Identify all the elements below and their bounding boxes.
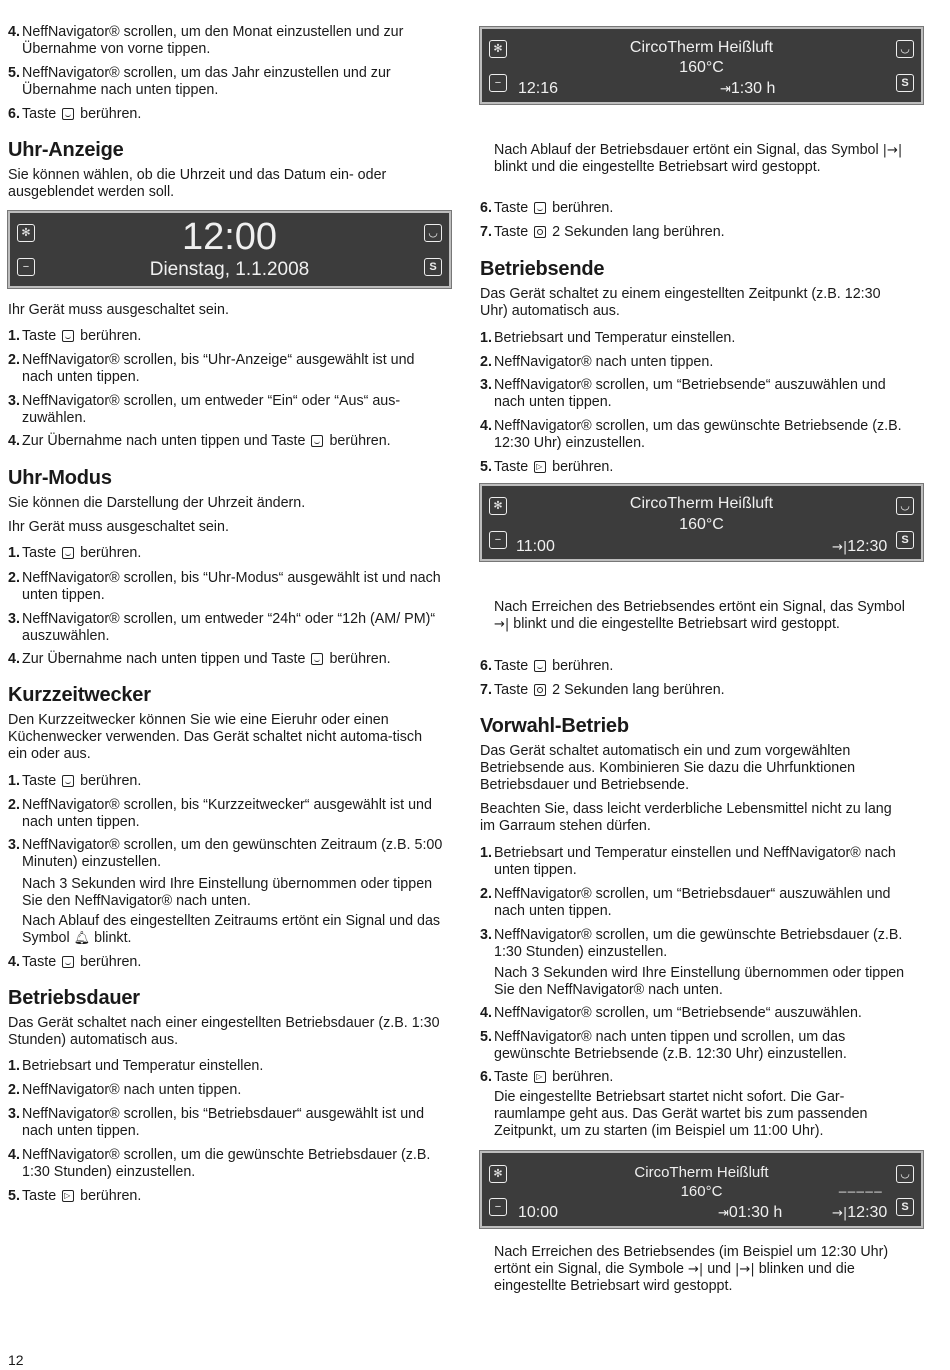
heading-betriebsdauer: Betriebsdauer <box>8 987 140 1009</box>
kz-step-3: 3. NeffNavigator® scrollen, um den gewünschten Zeitraum (z.B. 5:00 Minuten) einzustellen. <box>8 837 443 870</box>
display-mode: CircoTherm Heißluft <box>629 495 774 512</box>
oven-icon: − <box>17 258 35 276</box>
fan-icon: ✻ <box>489 1165 507 1183</box>
display-duration: ⇥01:30 h <box>718 1204 783 1221</box>
kz-extra-1: Nach 3 Sekunden wird Ihre Einstellung übernommen oder tippen Sie den NeffNavigator® nach unten. <box>22 876 433 909</box>
be-step-3: 3. NeffNavigator® scrollen, um “Betriebsende“ auszuwählen und nach unten tippen. <box>480 377 886 410</box>
step-6: 6. Taste berühren. <box>8 106 142 122</box>
end-arrow-icon: →| <box>494 617 510 632</box>
display-time: 11:00 <box>516 538 555 555</box>
uhr-modus-intro: Sie können die Darstellung der Uhrzeit ändern. <box>8 495 306 511</box>
step-5: 5. NeffNavigator® scrollen, um das Jahr einzustellen und zur Übernahme nach unten tippen. <box>8 65 391 98</box>
kz-step-4: 4. Taste berühren. <box>8 954 142 970</box>
timer-key-icon: ◡ <box>424 224 442 242</box>
final-text: Nach Erreichen des Betriebsendes (im Beispiel um 12:30 Uhr) ertönt ein Signal, die Symbole →| und |→| blinken und die eingestellte Betriebsart wird gestoppt. <box>494 1244 889 1294</box>
vorwahl-intro-1: Das Gerät schaltet automatisch ein und zum vorgewählten Betriebsende aus. Kombinieren Sie dazu die Uhrfunktionen Betriebsdauer und Betriebsende. <box>480 743 856 793</box>
ua-step-4: 4. Zur Übernahme nach unten tippen und Taste berühren. <box>8 433 391 449</box>
fan-icon: ✻ <box>489 40 507 58</box>
kurzzeitwecker-intro: Den Kurzzeitwecker können Sie wie eine Eieruhr oder einen Küchenwecker verwenden. Das Gerät schaltet nicht automa-tisch ein oder aus. <box>8 712 423 762</box>
display-time: 12:00 <box>181 216 278 258</box>
timer-key-icon <box>62 956 74 968</box>
ua-step-3: 3. NeffNavigator® scrollen, um entweder “Ein“ oder “Aus“ aus-zuwählen. <box>8 393 401 426</box>
ua-step-2: 2. NeffNavigator® scrollen, bis “Uhr-Anzeige“ ausgewählt ist und nach unten tippen. <box>8 352 415 385</box>
heading-betriebsende: Betriebsende <box>480 258 605 280</box>
display-time: 10:00 <box>518 1204 559 1221</box>
um-step-1: 1. Taste berühren. <box>8 545 142 561</box>
end-arrow-icon: →| <box>832 540 848 555</box>
page-number: 12 <box>8 1352 24 1368</box>
after-text-2: Nach Erreichen des Betriebsendes ertönt ein Signal, das Symbol →| blinkt und die eingestellte Betriebsart wird gestoppt. <box>494 599 905 632</box>
oven-icon: − <box>489 531 507 549</box>
be-step-1: 1. Betriebsart und Temperatur einstellen. <box>480 330 736 346</box>
uhr-anzeige-intro: Sie können wählen, ob die Uhrzeit und das Datum ein- oder ausgeblendet werden soll. <box>8 167 387 200</box>
timer-key-icon <box>62 775 74 787</box>
timer-key-icon: ◡ <box>896 497 914 515</box>
duration-arrow-icon: ⇥ <box>718 1206 729 1221</box>
um-step-2: 2. NeffNavigator® scrollen, bis “Uhr-Modus“ ausgewählt ist und nach unten tippen. <box>8 570 441 603</box>
duration-arrow-icon: ⇥ <box>720 82 731 97</box>
timer-key-icon <box>62 330 74 342</box>
vw-step-2: 2. NeffNavigator® scrollen, um “Betriebsdauer“ auszuwählen und nach unten tippen. <box>480 886 891 919</box>
power-key-icon <box>534 684 546 696</box>
vw-step-4: 4. NeffNavigator® scrollen, um “Betriebsende“ auszuwählen. <box>480 1005 862 1021</box>
bd-step-3: 3. NeffNavigator® scrollen, bis “Betriebsdauer“ ausgewählt ist und nach unten tippen. <box>8 1106 425 1139</box>
display-end: →|12:30 <box>832 1204 888 1221</box>
uhr-modus-note: Ihr Gerät muss ausgeschaltet sein. <box>8 519 229 535</box>
fan-icon: ✻ <box>489 497 507 515</box>
timer-key-icon <box>311 653 323 665</box>
heading-uhr-modus: Uhr-Modus <box>8 467 112 489</box>
duration-arrow-icon: |→| <box>735 1262 755 1277</box>
um-step-3: 3. NeffNavigator® scrollen, um entweder “24h“ oder “12h (AM/ PM)“ auszuwählen. <box>8 611 436 644</box>
vw-extra-3: Nach 3 Sekunden wird Ihre Einstellung übernommen oder tippen Sie den NeffNavigator® nach unten. <box>494 965 905 998</box>
display-mode: CircoTherm Heißluft <box>629 39 774 56</box>
vw-step-5: 5. NeffNavigator® nach unten tippen und scrollen, um das gewünschte Betriebsende (z.B. 12:30 Uhr) einzustellen. <box>480 1029 847 1062</box>
r-step-6a: 6. Taste berühren. <box>480 200 614 216</box>
vw-extra-6: Die eingestellte Betriebsart startet nicht sofort. Die Gar-raumlampe geht aus. Das Gerät wartet bis zum passenden Zeitpunkt, um zu starten (im Beispiel um 11:00 Uhr). <box>494 1089 868 1139</box>
display-betriebsdauer <box>480 27 923 104</box>
timer-key-icon: ◡ <box>896 1165 914 1183</box>
heading-vorwahl-betrieb: Vorwahl-Betrieb <box>480 715 629 737</box>
display-temp: 160°C <box>679 516 724 533</box>
power-key-icon <box>534 226 546 238</box>
display-end: →|12:30 <box>832 538 888 555</box>
be-step-5: 5. Taste ▷ berühren. <box>480 459 614 475</box>
bd-step-5: 5. Taste ▷ berühren. <box>8 1188 142 1204</box>
step-4: 4. NeffNavigator® scrollen, um den Monat einzustellen und zur Übernahme von vorne tippen. <box>8 24 404 57</box>
uhr-anzeige-note: Ihr Gerät muss ausgeschaltet sein. <box>8 302 229 318</box>
timer-key-icon <box>62 547 74 559</box>
start-key-icon: ▷ <box>534 1071 546 1083</box>
bd-step-1: 1. Betriebsart und Temperatur einstellen. <box>8 1058 264 1074</box>
display-date: Dienstag, 1.1.2008 <box>149 259 310 280</box>
vw-step-1: 1. Betriebsart und Temperatur einstellen und NeffNavigator® nach unten tippen. <box>480 845 896 878</box>
vw-step-3: 3. NeffNavigator® scrollen, um die gewünschte Betriebsdauer (z.B. 1:30 Stunden) einzustellen. <box>480 927 903 960</box>
um-step-4: 4. Zur Übernahme nach unten tippen und Taste berühren. <box>8 651 391 667</box>
s-key: S <box>896 1198 914 1216</box>
ua-step-1: 1. Taste berühren. <box>8 328 142 344</box>
oven-icon: − <box>489 1198 507 1216</box>
r-step-7a: 7. Taste 2 Sekunden lang berühren. <box>480 224 725 240</box>
display-clock <box>8 211 451 288</box>
display-temp: 160°C <box>680 1183 723 1200</box>
display-mode: CircoTherm Heißluft <box>634 1164 769 1181</box>
after-text-1: Nach Ablauf der Betriebsdauer ertönt ein Signal, das Symbol |→| blinkt und die eingestellte Betriebsart wird gestoppt. <box>494 142 903 175</box>
display-duration: ⇥1:30 h <box>720 80 776 97</box>
s-key: S <box>424 258 442 276</box>
r-step-7b: 7. Taste 2 Sekunden lang berühren. <box>480 682 725 698</box>
display-temp: 160°C <box>679 59 724 76</box>
be-step-2: 2. NeffNavigator® nach unten tippen. <box>480 354 714 370</box>
kz-extra-2: Nach Ablauf des eingestellten Zeitraums ertönt ein Signal und das Symbol 🔔︎ blinkt. <box>22 913 441 946</box>
vorwahl-intro-2: Beachten Sie, dass leicht verderbliche Lebensmittel nicht zu lang im Garraum stehen dürfen. <box>480 801 892 834</box>
s-key: S <box>896 531 914 549</box>
start-key-icon: ▷ <box>62 1190 74 1202</box>
kz-step-2: 2. NeffNavigator® scrollen, bis “Kurzzeitwecker“ ausgewählt ist und nach unten tippen. <box>8 797 432 830</box>
timer-key-icon <box>534 202 546 214</box>
vw-step-6: 6. Taste ▷ berühren. <box>480 1069 614 1085</box>
end-arrow-icon: →| <box>687 1262 704 1277</box>
display-dashes: _ _ _ _ _ <box>839 1178 881 1193</box>
end-arrow-icon: →| <box>832 1206 848 1221</box>
timer-key-icon <box>62 108 74 120</box>
betriebsdauer-intro: Das Gerät schaltet nach einer eingestellten Betriebsdauer (z.B. 1:30 Stunden) automatisch aus. <box>8 1015 440 1048</box>
be-step-4: 4. NeffNavigator® scrollen, um das gewünschte Betriebsende (z.B. 12:30 Uhr) einzustellen. <box>480 418 902 451</box>
timer-key-icon: ◡ <box>896 40 914 58</box>
duration-arrow-icon: |→| <box>882 143 903 158</box>
bell-icon: 🔔︎ <box>73 931 91 946</box>
display-betriebsende <box>480 484 923 561</box>
heading-uhr-anzeige: Uhr-Anzeige <box>8 139 124 161</box>
start-key-icon: ▷ <box>534 461 546 473</box>
timer-key-icon <box>311 435 323 447</box>
kz-step-1: 1. Taste berühren. <box>8 773 142 789</box>
heading-kurzzeitwecker: Kurzzeitwecker <box>8 684 151 706</box>
oven-icon: − <box>489 74 507 92</box>
display-vorwahl <box>480 1151 923 1228</box>
display-time: 12:16 <box>518 80 559 97</box>
bd-step-4: 4. NeffNavigator® scrollen, um die gewünschte Betriebsdauer (z.B. 1:30 Stunden) einzustellen. <box>8 1147 431 1180</box>
bd-step-2: 2. NeffNavigator® nach unten tippen. <box>8 1082 242 1098</box>
betriebsende-intro: Das Gerät schaltet zu einem eingestellten Zeitpunkt (z.B. 12:30 Uhr) automatisch aus. <box>480 286 881 319</box>
r-step-6b: 6. Taste berühren. <box>480 658 614 674</box>
timer-key-icon <box>534 660 546 672</box>
s-key: S <box>896 74 914 92</box>
fan-icon: ✻ <box>17 224 35 242</box>
